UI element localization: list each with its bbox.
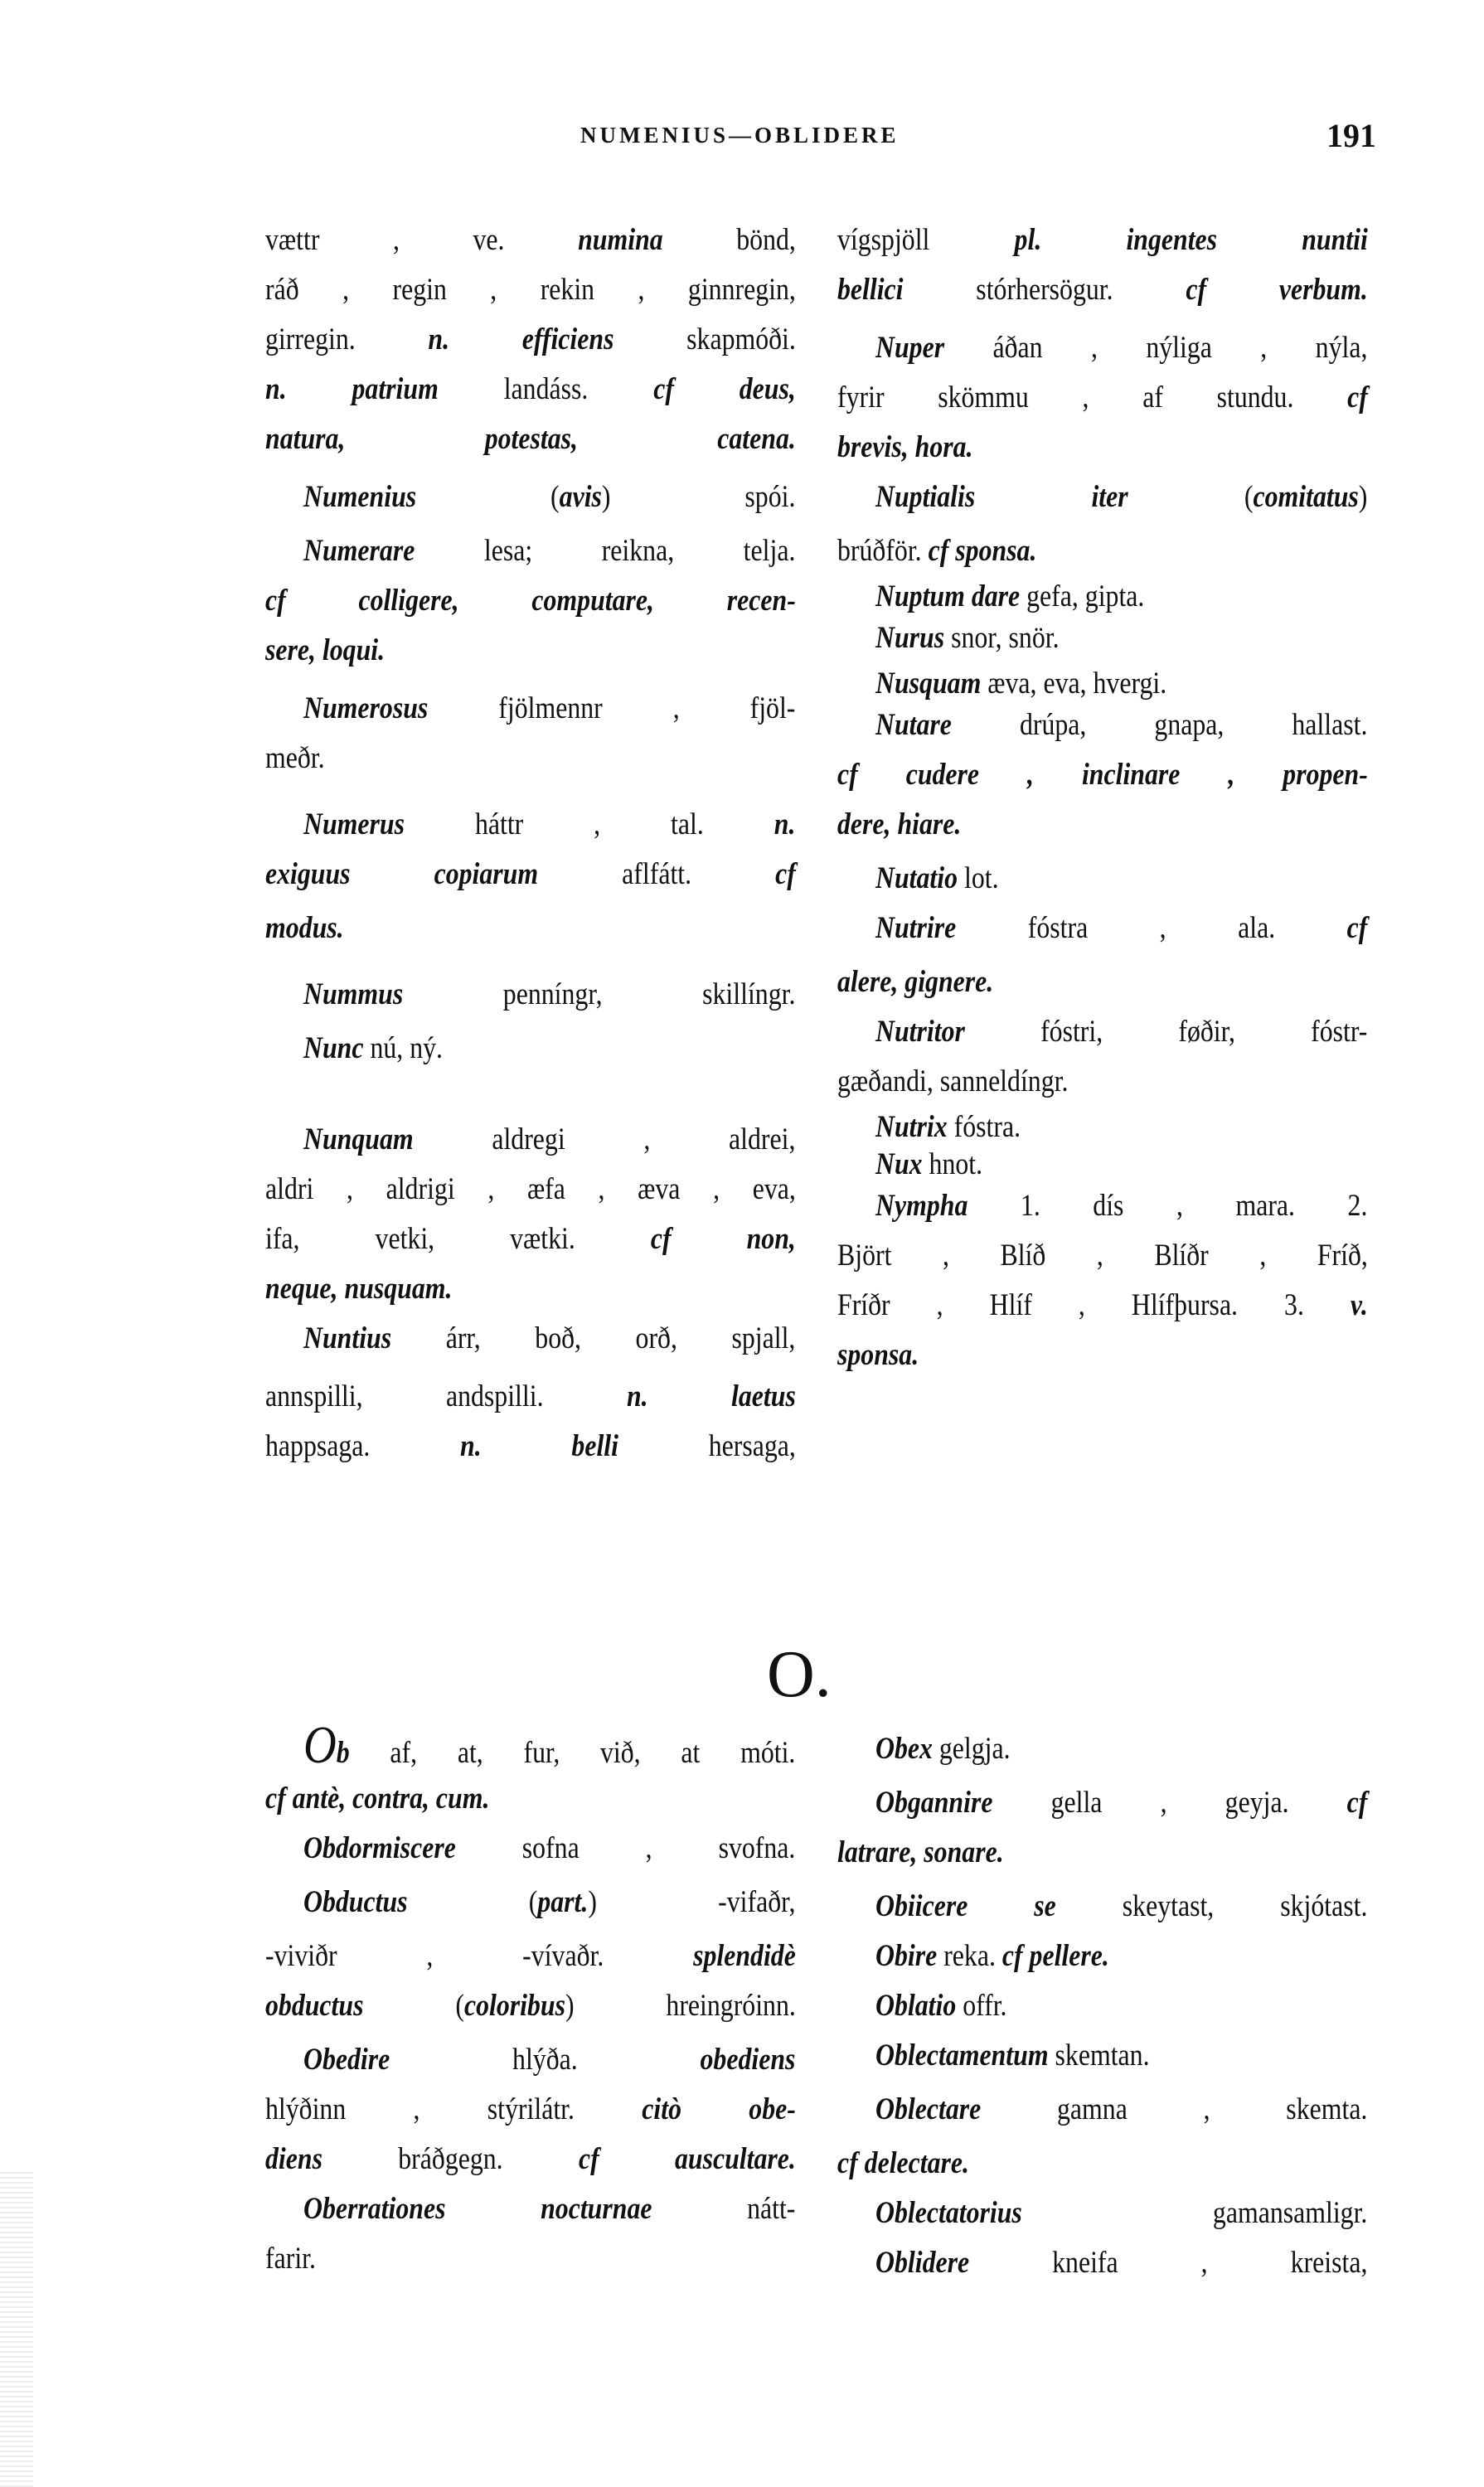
icelandic-gloss: gelgja. <box>932 1732 1011 1766</box>
entry-line <box>875 1886 1367 1927</box>
entry-line <box>265 738 796 779</box>
latin-term: latrare, sonare. <box>837 1835 1004 1869</box>
icelandic-gloss: kneifa , kreista, <box>969 2246 1368 2280</box>
entry-line <box>837 1832 1368 1874</box>
latin-term: b <box>336 1736 350 1770</box>
latin-term: obediens <box>700 2043 796 2077</box>
latin-term: cf deus, <box>653 372 796 406</box>
latin-term: exiguus copiarum <box>265 857 539 891</box>
icelandic-gloss: ( <box>407 1885 538 1919</box>
entry-line <box>265 1936 796 1977</box>
icelandic-gloss: gefa, gipta. <box>1020 579 1145 613</box>
icelandic-gloss: árr, boð, orð, spjall, <box>391 1321 796 1355</box>
icelandic-gloss: hlýða. <box>390 2043 701 2077</box>
latin-term: Obiicere se <box>875 1889 1056 1923</box>
entry-line <box>303 974 795 1016</box>
latin-term: Nusquam <box>875 667 982 701</box>
icelandic-gloss: áðan , nýliga , nýla, <box>944 331 1368 365</box>
latin-term: modus. <box>265 911 344 945</box>
entry-line <box>265 2139 796 2180</box>
icelandic-gloss: fóstra , ala. <box>956 911 1347 945</box>
icelandic-gloss: ( <box>363 1989 464 2023</box>
entry-line <box>303 1119 795 1161</box>
icelandic-gloss: -viviðr , -vívaðr. <box>265 1939 694 1973</box>
icelandic-gloss: girregin. <box>265 322 429 356</box>
entry-line <box>265 419 796 460</box>
entry-line <box>837 804 1368 846</box>
entry-line <box>265 1376 796 1418</box>
latin-term: part. <box>537 1885 589 1919</box>
latin-term: cf <box>1346 911 1368 945</box>
entry-line <box>265 854 796 895</box>
entry-line <box>837 754 1368 796</box>
latin-term: Nutrire <box>875 911 957 945</box>
icelandic-gloss: skeytast, skjótast. <box>1055 1889 1368 1923</box>
latin-term: Nutritor <box>875 1015 965 1049</box>
latin-term: Oblectare <box>875 2092 982 2126</box>
icelandic-gloss: ifa, vetki, vætki. <box>265 1222 651 1256</box>
section-letter: O. <box>767 1638 832 1711</box>
entry-line <box>837 1285 1368 1326</box>
icelandic-gloss: skemtan. <box>1048 2039 1150 2072</box>
icelandic-gloss: stórhersögur. <box>903 273 1186 307</box>
entry-line <box>265 220 796 261</box>
icelandic-gloss: reka. <box>937 1939 1002 1973</box>
latin-term: Nurus <box>875 621 945 655</box>
latin-term: cf sponsa. <box>928 534 1037 568</box>
latin-term: Nuptialis iter <box>875 480 1128 514</box>
initial-letter: O <box>303 1715 337 1774</box>
latin-term: cf verbum. <box>1186 273 1368 307</box>
latin-term: cf antè, contra, cum. <box>265 1782 490 1816</box>
icelandic-gloss: drúpa, gnapa, hallast. <box>951 708 1368 742</box>
latin-term: Nunc <box>303 1031 364 1065</box>
latin-term: bellici <box>837 273 904 307</box>
icelandic-gloss: happsaga. <box>265 1429 461 1463</box>
latin-term: Oberrationes nocturnae <box>303 2192 652 2226</box>
latin-term: n. <box>774 807 796 841</box>
icelandic-gloss: ) -vifaðr, <box>588 1885 796 1919</box>
entry-line <box>303 2189 795 2230</box>
icelandic-gloss: gamansamligr. <box>1021 2196 1368 2230</box>
icelandic-gloss: æva, eva, hvergi. <box>981 667 1167 701</box>
entry-line <box>875 858 1367 899</box>
latin-term: obductus <box>265 1989 364 2023</box>
icelandic-gloss: annspilli, andspilli. <box>265 1379 627 1413</box>
entry-line <box>265 908 796 949</box>
latin-term: comitatus <box>1253 480 1359 514</box>
icelandic-gloss: gamna , skemta. <box>981 2092 1368 2126</box>
entry-line <box>265 1268 796 1310</box>
icelandic-gloss: brúðför. <box>837 534 929 568</box>
latin-term: n. patrium <box>265 372 439 406</box>
icelandic-gloss: vættr , ve. <box>265 223 579 257</box>
entry-line <box>875 2035 1367 2077</box>
page-edge-stain <box>0 2172 33 2487</box>
icelandic-gloss: hlýðinn , stýrilátr. <box>265 2092 643 2126</box>
entry-line <box>875 1936 1367 1977</box>
entry-line <box>303 1318 795 1360</box>
icelandic-gloss: háttr , tal. <box>405 807 774 841</box>
entry-line <box>303 1028 795 1069</box>
icelandic-gloss: aflfátt. <box>538 857 776 891</box>
icelandic-gloss: aldri , aldrigi , æfa , æva , eva, <box>265 1172 796 1206</box>
latin-term: natura, potestas, catena. <box>265 422 796 456</box>
latin-term: cf <box>1347 381 1368 414</box>
icelandic-gloss: nátt- <box>652 2192 796 2226</box>
entry-line <box>837 269 1368 311</box>
entry-line <box>265 319 796 361</box>
entry-line <box>875 1728 1367 1770</box>
entry-line <box>303 1882 795 1923</box>
icelandic-gloss: hnot. <box>922 1147 983 1181</box>
entry-line <box>265 1169 796 1210</box>
icelandic-gloss: ( <box>1128 480 1254 514</box>
latin-term: Numenius <box>303 480 417 514</box>
latin-term: pl. ingentes nuntii <box>1014 223 1368 257</box>
entry-line <box>265 2238 796 2280</box>
icelandic-gloss: bráðgegn. <box>322 2142 579 2176</box>
entry-line <box>875 1185 1367 1227</box>
icelandic-gloss: sofna , svofna. <box>455 1831 796 1865</box>
entry-line <box>837 1335 1368 1376</box>
entry-line <box>875 1011 1367 1053</box>
latin-term: cf pellere. <box>1001 1939 1109 1973</box>
entry-line <box>875 618 1367 659</box>
latin-term: Nuptum dare <box>875 579 1021 613</box>
latin-term: Nummus <box>303 977 404 1011</box>
icelandic-gloss: ráð , regin , rekin , ginnregin, <box>265 273 796 307</box>
latin-term: Nutare <box>875 708 952 742</box>
icelandic-gloss: fóstri, føðir, fóstr- <box>964 1015 1368 1049</box>
icelandic-gloss: bönd, <box>662 223 796 257</box>
entry-line <box>875 663 1367 705</box>
entry-line <box>875 1107 1367 1148</box>
entry-line <box>837 377 1368 419</box>
entry-line <box>875 2193 1367 2234</box>
latin-term: Oblatio <box>875 1989 957 2023</box>
icelandic-gloss: landáss. <box>438 372 654 406</box>
icelandic-gloss: af, at, fur, við, at móti. <box>349 1736 796 1770</box>
icelandic-gloss: lesa; reikna, telja. <box>415 534 796 568</box>
latin-term: Obdormiscere <box>303 1831 456 1865</box>
icelandic-gloss: hersaga, <box>618 1429 796 1463</box>
icelandic-gloss: fyrir skömmu , af stundu. <box>837 381 1348 414</box>
entry-line <box>837 2143 1368 2184</box>
latin-term: sponsa. <box>837 1338 919 1372</box>
latin-term: Nutatio <box>875 861 958 895</box>
entry-line <box>875 477 1367 518</box>
latin-term: alere, gignere. <box>837 965 994 999</box>
latin-term: v. <box>1350 1288 1368 1322</box>
latin-term: splendidè <box>693 1939 796 1973</box>
entry-line <box>303 1828 795 1869</box>
latin-term: Nuper <box>875 331 945 365</box>
icelandic-gloss: gella , geyja. <box>992 1786 1347 1820</box>
icelandic-gloss: fjölmennr , fjöl- <box>428 691 796 725</box>
entry-line <box>265 269 796 311</box>
icelandic-gloss: Fríðr , Hlíf , Hlífþursa. 3. <box>837 1288 1351 1322</box>
entry-line <box>265 1219 796 1260</box>
latin-term: Nunquam <box>303 1122 414 1156</box>
entry-line <box>837 1061 1368 1103</box>
latin-term: coloribus <box>463 1989 565 2023</box>
entry-line <box>265 1426 796 1467</box>
latin-term: numina <box>578 223 663 257</box>
latin-term: Obductus <box>303 1885 408 1919</box>
icelandic-gloss: lot. <box>958 861 999 895</box>
page-number: 191 <box>1326 117 1376 154</box>
icelandic-gloss: vígspjöll <box>837 223 1015 257</box>
latin-term: sere, loqui. <box>265 633 386 667</box>
icelandic-gloss: offr. <box>956 1989 1007 2023</box>
entry-line <box>265 1985 796 2027</box>
running-title: NUMENIUS—OBLIDERE <box>580 123 900 148</box>
latin-term: cf cudere , inclinare , propen- <box>837 758 1368 792</box>
latin-term: Nuntius <box>303 1321 392 1355</box>
entry-line <box>303 477 795 518</box>
latin-term: Oblidere <box>875 2246 970 2280</box>
latin-term: avis <box>559 480 602 514</box>
latin-term: Obedire <box>303 2043 390 2077</box>
latin-term: citò obe- <box>642 2092 796 2126</box>
icelandic-gloss: 1. dís , mara. 2. <box>968 1189 1368 1223</box>
entry-line <box>837 962 1368 1003</box>
entry-line <box>875 2242 1367 2284</box>
entry-line <box>303 2039 795 2081</box>
latin-term: cf <box>775 857 796 891</box>
running-header <box>580 116 1376 158</box>
latin-term: cf auscultare. <box>578 2142 796 2176</box>
latin-term: cf non, <box>650 1222 796 1256</box>
entry-line <box>837 427 1368 468</box>
icelandic-gloss: gæðandi, sanneldíngr. <box>837 1064 1069 1098</box>
latin-term: Numerosus <box>303 691 429 725</box>
icelandic-gloss: ) hreingróinn. <box>565 1989 796 2023</box>
entry-line <box>837 220 1368 261</box>
icelandic-gloss: fóstra. <box>947 1110 1021 1144</box>
entry-line <box>837 531 1368 572</box>
icelandic-gloss: Björt , Blíð , Blíðr , Fríð, <box>837 1239 1368 1273</box>
latin-term: Oblectatorius <box>875 2196 1022 2230</box>
icelandic-gloss: snor, snör. <box>944 621 1060 655</box>
icelandic-gloss: ) <box>1358 480 1368 514</box>
entry-line <box>303 1715 796 1774</box>
latin-term: Obex <box>875 1732 933 1766</box>
icelandic-gloss: penníngr, skillíngr. <box>403 977 796 1011</box>
latin-term: Numerare <box>303 534 415 568</box>
entry-line <box>875 1985 1367 2027</box>
latin-term: Obire <box>875 1939 938 1973</box>
latin-term: cf <box>1346 1786 1368 1820</box>
latin-term: Numerus <box>303 807 405 841</box>
icelandic-gloss: ( <box>416 480 560 514</box>
entry-line <box>837 1235 1368 1277</box>
latin-term: cf delectare. <box>837 2146 970 2180</box>
entry-line <box>875 705 1367 746</box>
latin-term: Obgannire <box>875 1786 993 1820</box>
entry-line <box>303 688 795 730</box>
entry-line <box>265 1778 796 1820</box>
entry-line <box>875 2089 1367 2131</box>
latin-term: n. efficiens <box>428 322 614 356</box>
entry-line <box>875 908 1367 949</box>
latin-term: dere, hiare. <box>837 807 962 841</box>
latin-term: diens <box>265 2142 323 2176</box>
entry-line <box>265 630 796 671</box>
entry-line <box>875 327 1367 369</box>
entry-line <box>875 576 1367 618</box>
entry-line <box>265 2089 796 2131</box>
latin-term: brevis, hora. <box>837 430 973 464</box>
entry-line <box>265 369 796 410</box>
icelandic-gloss: nú, ný. <box>363 1031 443 1065</box>
latin-term: Nutrix <box>875 1110 948 1144</box>
entry-line <box>875 1144 1367 1185</box>
latin-term: Nux <box>875 1147 923 1181</box>
entry-line <box>265 580 796 622</box>
icelandic-gloss: ) spói. <box>601 480 796 514</box>
entry-line <box>875 1782 1367 1824</box>
latin-term: neque, nusquam. <box>265 1272 453 1306</box>
entry-line <box>303 804 795 846</box>
latin-term: n. belli <box>460 1429 618 1463</box>
icelandic-gloss: aldregi , aldrei, <box>413 1122 796 1156</box>
icelandic-gloss: meðr. <box>265 741 325 775</box>
icelandic-gloss: farir. <box>265 2242 316 2276</box>
latin-term: n. laetus <box>626 1379 796 1413</box>
entry-line <box>303 531 795 572</box>
latin-term: Nympha <box>875 1189 968 1223</box>
latin-term: Oblectamentum <box>875 2039 1049 2072</box>
latin-term: cf colligere, computare, recen- <box>265 584 796 618</box>
icelandic-gloss: skapmóði. <box>613 322 796 356</box>
